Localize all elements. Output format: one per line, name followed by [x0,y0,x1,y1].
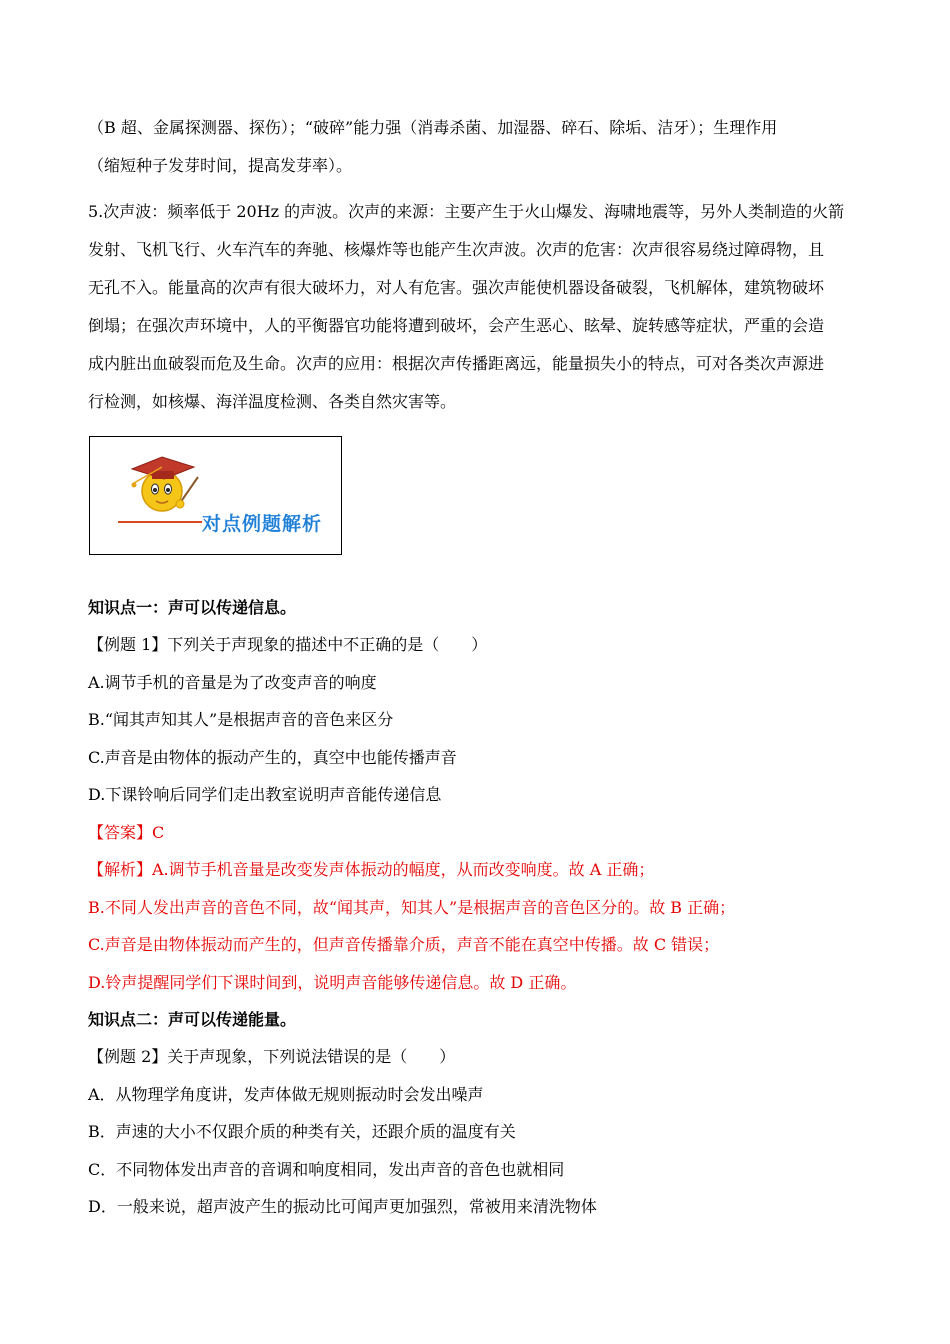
option-a: A．从物理学角度讲，发声体做无规则振动时会发出噪声 [88,1085,484,1104]
text-line: 倒塌；在强次声环境中，人的平衡器官功能将遭到破坏，会产生恶心、眩晕、旋转感等症状，严重的会造 [88,316,825,335]
analysis-line: C.声音是由物体振动而产生的，但声音传播靠介质，声音不能在真空中传播。故 C 错误； [88,935,720,954]
knowledge-point-title: 知识点一：声可以传递信息。 [88,598,297,617]
banner-title: 对点例题解析 [202,513,323,535]
text-line: 无孔不入。能量高的次声有很大破坏力，对人有危害。强次声能使机器设备破裂，飞机解体，建筑物破坏 [88,278,825,297]
text-line: 5.次声波：频率低于 20Hz 的声波。次声的来源：主要产生于火山爆发、海啸地震等，另外人类制造的火箭 [88,202,845,221]
analysis-line: 【解析】A.调节手机音量是改变发声体振动的幅度，从而改变响度。故 A 正确； [88,860,655,879]
section-banner [89,436,342,555]
text-line: 发射、飞机飞行、火车汽车的奔驰、核爆炸等也能产生次声波。次声的危害：次声很容易绕过障碍物，且 [88,240,825,259]
text-line: （B 超、金属探测器、探伤）；“破碎”能力强（消毒杀菌、加湿器、碎石、除垢、洁牙）；生理作用 [88,118,778,137]
option-d: D.下课铃响后同学们走出教室说明声音能传递信息 [88,785,442,804]
option-d: D．一般来说，超声波产生的振动比可闻声更加强烈，常被用来清洗物体 [88,1197,597,1216]
option-a: A.调节手机的音量是为了改变声音的响度 [88,673,377,692]
analysis-line: B.不同人发出声音的音色不同，故“闻其声，知其人”是根据声音的音色区分的。故 B 正确； [88,898,736,917]
text-line: 行检测，如核爆、海洋温度检测、各类自然灾害等。 [88,392,457,411]
answer: 【答案】C [88,823,165,842]
knowledge-point-title: 知识点二：声可以传递能量。 [88,1010,297,1029]
text-line: 成内脏出血破裂而危及生命。次声的应用：根据次声传播距离远，能量损失小的特点，可对各类次声源进 [88,354,825,373]
option-c: C．不同物体发出声音的音调和响度相同，发出声音的音色也就相同 [88,1160,565,1179]
graduate-mascot-icon [114,447,204,519]
banner-rule [118,521,202,523]
option-b: B．声速的大小不仅跟介质的种类有关，还跟介质的温度有关 [88,1122,516,1141]
example-question: 【例题 2】关于声现象，下列说法错误的是（ ） [88,1047,456,1066]
option-c: C.声音是由物体的振动产生的，真空中也能传播声音 [88,748,457,767]
example-question: 【例题 1】下列关于声现象的描述中不正确的是（ ） [88,635,488,654]
option-b: B.“闻其声知其人”是根据声音的音色来区分 [88,710,394,729]
analysis-line: D.铃声提醒同学们下课时间到，说明声音能够传递信息。故 D 正确。 [88,973,577,992]
text-line: （缩短种子发芽时间，提高发芽率）。 [88,156,353,175]
